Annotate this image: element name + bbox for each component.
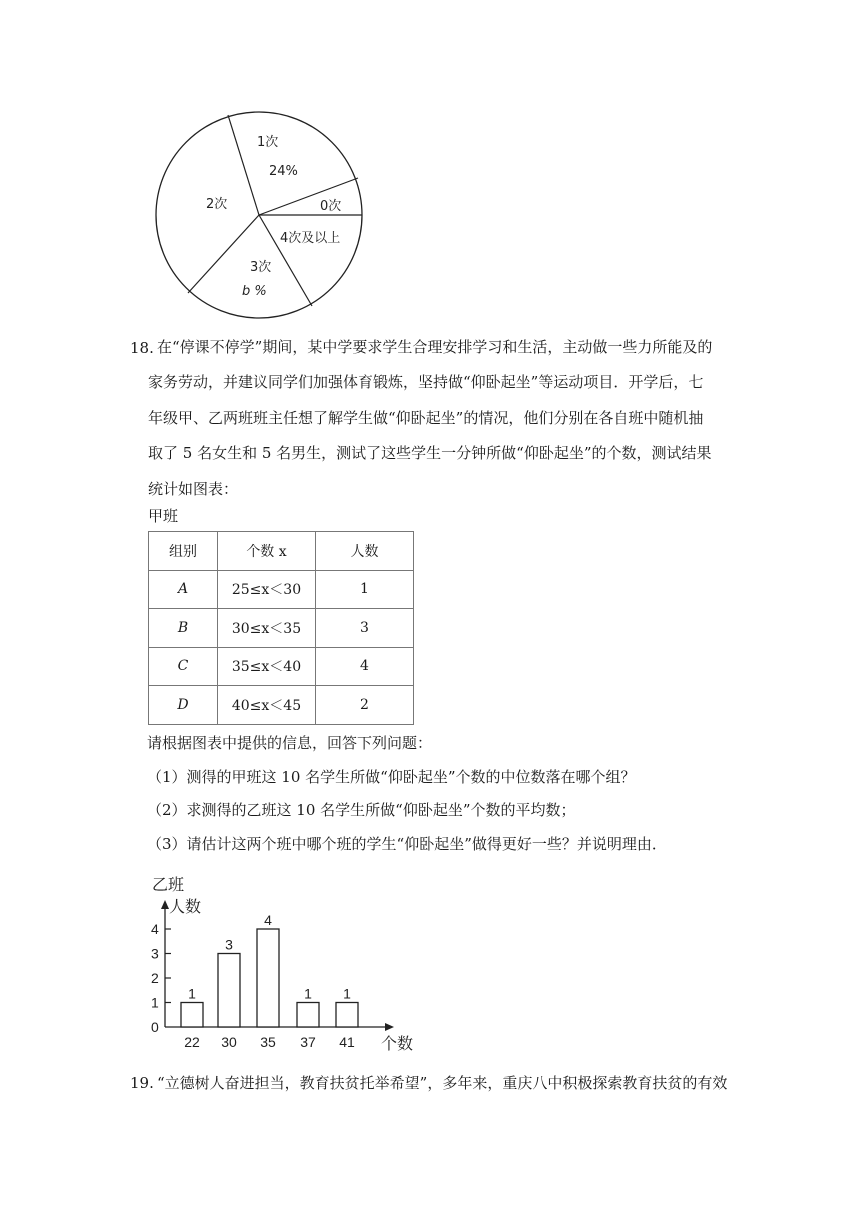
bar	[297, 1003, 319, 1028]
pie-chart	[150, 105, 370, 325]
bar-chart-xlabel: 个数	[381, 1036, 414, 1053]
bar-value-label: 4	[264, 912, 272, 928]
table-header-cell: 人数	[316, 532, 414, 571]
q18-line-5: 统计如图表：	[148, 479, 239, 498]
y-tick-label: 3	[151, 945, 159, 962]
x-tick-label: 35	[260, 1034, 276, 1050]
pie-value-3: b %	[242, 284, 267, 299]
table-caption: 甲班	[148, 507, 179, 525]
bar	[181, 1003, 203, 1028]
x-axis-arrow	[385, 1023, 394, 1031]
y-tick-label: 0	[151, 1019, 159, 1035]
q18-number: 18.	[130, 339, 154, 357]
pie-label-1: 1次	[257, 135, 279, 150]
table-row	[149, 609, 414, 648]
y-tick-label: 2	[151, 970, 159, 986]
q19-number: 19.	[130, 1074, 154, 1092]
table-cell: 2	[316, 686, 414, 725]
pie-label-3: 3次	[250, 260, 272, 275]
q18-stem-cont	[148, 365, 712, 507]
table-cell: 40≤x＜45	[218, 686, 316, 725]
table-header-row	[149, 532, 414, 571]
y-tick-label: 4	[151, 921, 159, 937]
class-b-bar-chart	[148, 870, 418, 1055]
q18-sub-2: （2）求测得的乙班这 10 名学生所做“仰卧起坐”个数的平均数；	[147, 801, 576, 819]
x-tick-label: 22	[184, 1034, 200, 1050]
table-cell: 3	[316, 609, 414, 648]
pie-label-2: 2次	[206, 197, 228, 212]
class-a-table	[148, 531, 414, 725]
table-cell: 35≤x＜40	[218, 647, 316, 686]
q18-stem	[157, 330, 712, 366]
bar-value-label: 1	[188, 985, 196, 1002]
q18-prompt: 请根据图表中提供的信息，回答下列问题：	[147, 734, 433, 752]
bar	[218, 954, 240, 1028]
q18-sub-3: （3）请估计这两个班中哪个班的学生“仰卧起坐”做得更好一些？并说明理由．	[147, 834, 667, 853]
table-cell: 30≤x＜35	[218, 609, 316, 648]
table-header-cell: 组别	[149, 532, 218, 571]
y-tick-label: 1	[151, 994, 159, 1011]
q18-line-4: 取了 5 名女生和 5 名男生，测试了这些学生一分钟所做“仰卧起坐”的个数，测试结果	[148, 444, 712, 462]
table-cell: D	[149, 686, 218, 725]
bar-chart-ylabel: 人数	[169, 899, 202, 916]
y-axis-arrow	[161, 900, 169, 909]
bar-value-label: 1	[343, 985, 351, 1002]
table-header-cell: 个数 x	[218, 532, 316, 571]
table-row	[149, 686, 414, 725]
bar	[257, 929, 279, 1027]
pie-value-1: 24%	[269, 164, 298, 179]
bar-chart-title: 乙班	[152, 877, 185, 894]
table-cell: C	[149, 647, 218, 686]
bar-value-label: 3	[225, 936, 233, 953]
table-cell: A	[149, 570, 218, 609]
table-cell: 1	[316, 570, 414, 609]
q18-sub-1: （1）测得的甲班这 10 名学生所做“仰卧起坐”个数的中位数落在哪个组？	[147, 767, 636, 786]
q18-line-2: 家务劳动，并建议同学们加强体育锻炼，坚持做“仰卧起坐”等运动项目．开学后，七	[148, 373, 704, 391]
bar-value-label: 1	[304, 985, 312, 1002]
x-tick-label: 41	[339, 1034, 355, 1050]
table-cell: 25≤x＜30	[218, 570, 316, 609]
table-row	[149, 647, 414, 686]
bar	[336, 1003, 358, 1028]
q18-line-1: 在“停课不停学”期间，某中学要求学生合理安排学习和生活，主动做一些力所能及的	[157, 338, 713, 356]
table-cell: B	[149, 609, 218, 648]
x-tick-label: 30	[221, 1034, 237, 1050]
x-tick-label: 37	[300, 1034, 316, 1050]
q19-text: “立德树人奋进担当，教育扶贫托举希望”，多年来，重庆八中积极探索教育扶贫的有效	[157, 1074, 728, 1092]
table-row	[149, 570, 414, 609]
q18-line-3: 年级甲、乙两班班主任想了解学生做“仰卧起坐”的情况，他们分别在各自班中随机抽	[148, 408, 704, 427]
table-cell: 4	[316, 647, 414, 686]
pie-label-0: 0次	[320, 199, 342, 214]
pie-label-4: 4次及以上	[280, 231, 341, 246]
q18-questions	[147, 727, 667, 861]
